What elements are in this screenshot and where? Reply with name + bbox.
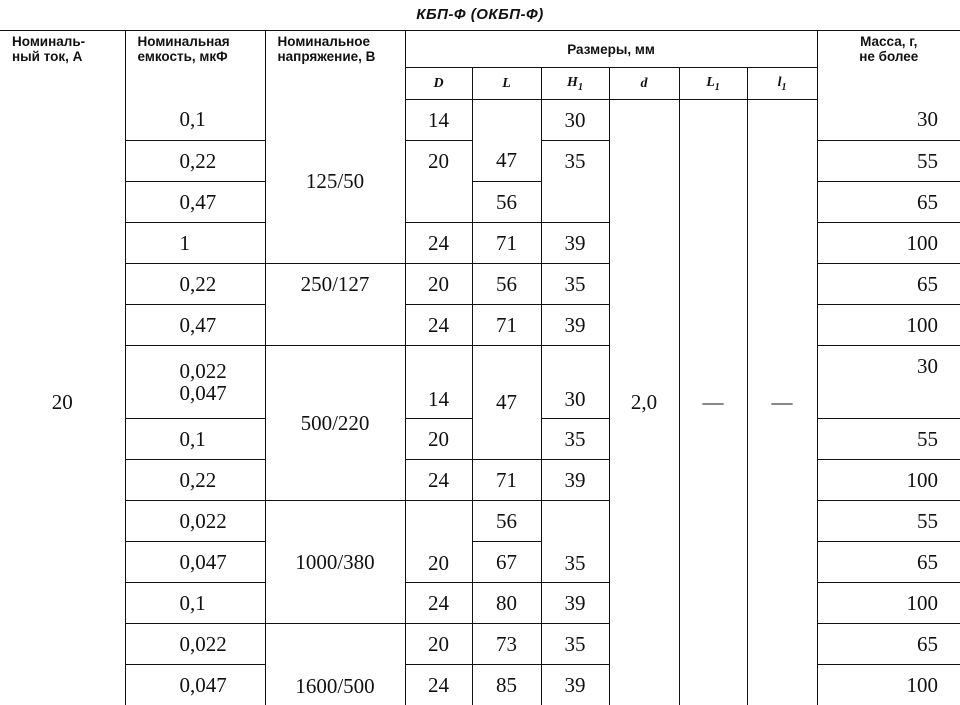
mass-cell: 55 [817,141,960,182]
D-cell: 20 [405,501,472,583]
mass-cell: 100 [817,223,960,264]
L-cell: 67 [472,542,541,583]
cap-cell: 0,022 0,047 [125,346,265,419]
cap-cell: 0,22 [125,141,265,182]
cap-cell: 0,22 [125,460,265,501]
voltage-cell: 1600/500 [265,624,405,705]
cap-cell: 0,22 [125,264,265,305]
D-cell: 24 [405,665,472,705]
mass-cell: 100 [817,460,960,501]
mass-cell: 65 [817,542,960,583]
H1-cell: 39 [541,460,609,501]
header-voltage: Номинальное напряжение, В [265,31,405,100]
mass-cell: 100 [817,583,960,624]
H1-cell: 35 [541,501,609,583]
header-d: d [609,68,679,100]
L-cell: 56 [472,182,541,223]
mass-cell: 100 [817,305,960,346]
H1-cell: 39 [541,223,609,264]
d-value: 2,0 [609,100,679,705]
header-dimensions: Размеры, мм [405,31,817,68]
D-cell: 14 [405,346,472,419]
H1-cell: 35 [541,624,609,665]
cap-cell: 0,047 [125,542,265,583]
header-L1: $L_1$ [679,68,747,100]
L-cell: 71 [472,223,541,264]
H1-cell: 35 [541,419,609,460]
L-cell [472,100,541,141]
cap-cell: 1 [125,223,265,264]
H1-cell: 39 [541,305,609,346]
D-cell: 20 [405,141,472,223]
table-title: КБП-Ф (ОКБП-Ф) [0,6,960,23]
L-cell: 56 [472,264,541,305]
mass-cell: 65 [817,264,960,305]
mass-cell: 30 [817,346,960,419]
capacitor-spec-table [0,30,960,705]
L-cell: 56 [472,501,541,542]
header-mass: Масса, г, не более [817,31,960,100]
l1-value: — [747,100,817,705]
header-current: Номиналь- ный ток, А [0,31,125,100]
H1-cell: 30 [541,100,609,141]
H1-cell: 30 [541,346,609,419]
L-cell: 73 [472,624,541,665]
H1-cell: 35 [541,141,609,223]
mass-cell: 55 [817,419,960,460]
cap-cell: 0,1 [125,100,265,141]
L-cell: 47 [472,141,541,182]
D-cell: 24 [405,460,472,501]
voltage-cell: 500/220 [265,346,405,501]
H1-cell: 39 [541,665,609,705]
L-cell: 47 [472,346,541,460]
H1-cell: 39 [541,583,609,624]
cap-cell: 0,1 [125,583,265,624]
H1-cell: 35 [541,264,609,305]
L-cell: 71 [472,305,541,346]
mass-cell: 100 [817,665,960,705]
mass-cell: 65 [817,182,960,223]
L-cell: 71 [472,460,541,501]
cap-cell: 0,47 [125,305,265,346]
D-cell: 24 [405,583,472,624]
header-D: D [405,68,472,100]
cap-cell: 0,47 [125,182,265,223]
D-cell: 24 [405,305,472,346]
L-cell: 80 [472,583,541,624]
mass-cell: 65 [817,624,960,665]
D-cell: 20 [405,419,472,460]
cap-cell: 0,047 [125,665,265,705]
header-capacitance: Номинальная емкость, мкФ [125,31,265,100]
cap-cell: 0,022 [125,501,265,542]
header-L: L [472,68,541,100]
D-cell: 14 [405,100,472,141]
header-H1: $H_1$ [541,68,609,100]
cap-cell: 0,022 [125,624,265,665]
voltage-cell: 250/127 [265,264,405,346]
D-cell: 24 [405,223,472,264]
D-cell: 20 [405,264,472,305]
mass-cell: 30 [817,100,960,141]
L-cell: 85 [472,665,541,705]
header-l1: $l_1$ [747,68,817,100]
voltage-cell: 125/50 [265,100,405,264]
cap-cell: 0,1 [125,419,265,460]
current-value: 20 [0,100,125,705]
mass-cell: 55 [817,501,960,542]
voltage-cell: 1000/380 [265,501,405,624]
L1-value: — [679,100,747,705]
D-cell: 20 [405,624,472,665]
